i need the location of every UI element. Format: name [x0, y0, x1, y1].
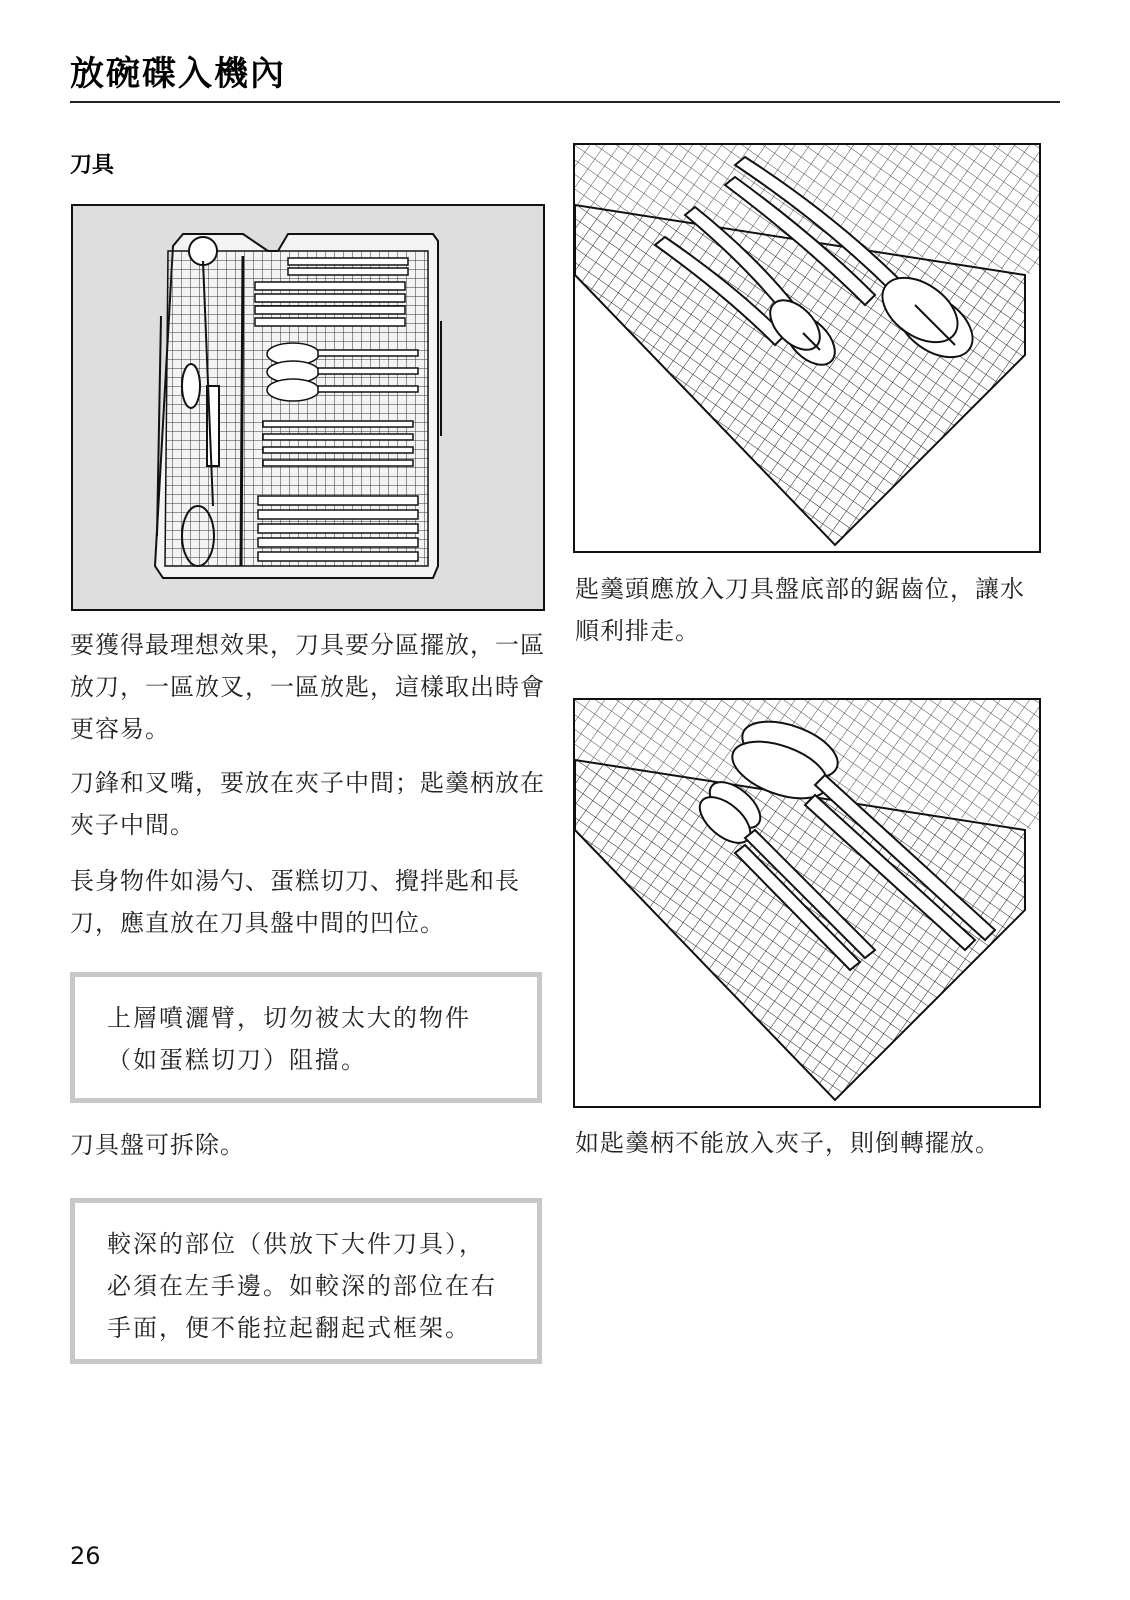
section-heading: 刀具: [70, 153, 115, 178]
caption-spoon-heads: 匙羹頭應放入刀具盤底部的鋸齒位，讓水順利排走。: [575, 575, 1025, 645]
paragraph-clips: 刀鋒和叉嘴，要放在夾子中間；匙羹柄放在夾子中間。: [70, 769, 545, 839]
note-deep-section: [70, 1198, 542, 1364]
note-deep-section-text: 較深的部位（供放下大件刀具），必須在左手邊。如較深的部位在右手面，便不能拉起翻起式框架。: [107, 1230, 497, 1342]
paragraph-sorting: 要獲得最理想效果，刀具要分區擺放，一區放刀，一區放叉，一區放匙，這樣取出時會更容易。: [70, 631, 545, 743]
cutlery-tray-illustration: [71, 204, 545, 611]
spoon-heads-illustration: [573, 143, 1041, 553]
title-divider: [70, 101, 1060, 103]
paragraph-removable: 刀具盤可拆除。: [70, 1131, 245, 1159]
page-number: 26: [70, 1542, 101, 1570]
inverted-spoons-illustration: [573, 698, 1041, 1108]
page-title: 放碗碟入機內: [70, 54, 286, 94]
note-spray-arm-text: 上層噴灑臂，切勿被太大的物件（如蛋糕切刀）阻擋。: [107, 1004, 471, 1074]
paragraph-long-items: 長身物件如湯勺、蛋糕切刀、攪拌匙和長刀，應直放在刀具盤中間的凹位。: [70, 867, 520, 937]
caption-inverted-spoons: 如匙羹柄不能放入夾子，則倒轉擺放。: [575, 1129, 1000, 1157]
note-spray-arm: [70, 972, 542, 1103]
